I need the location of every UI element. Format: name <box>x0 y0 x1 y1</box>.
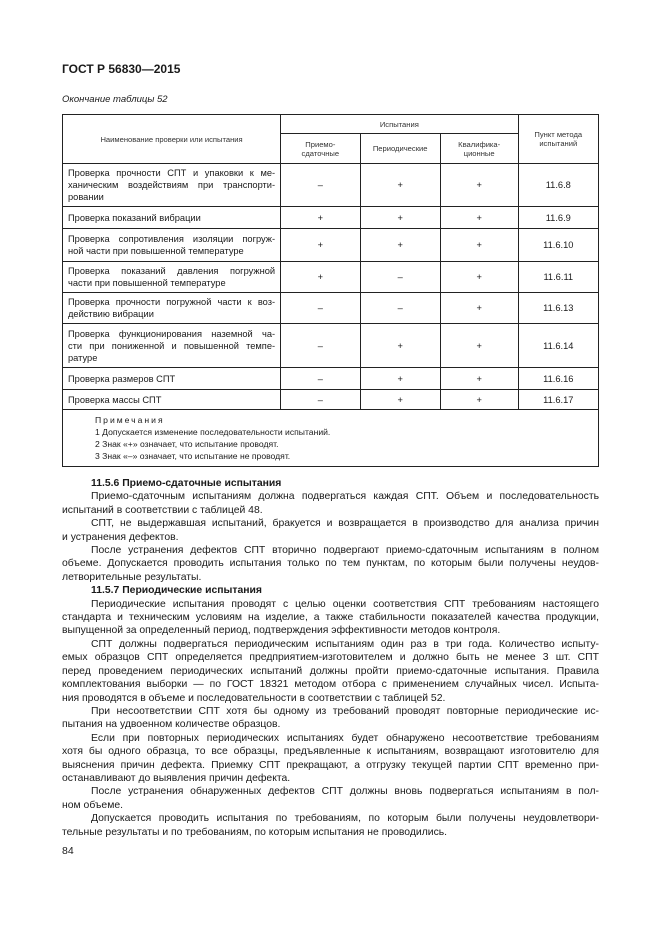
text-line: Если при повторных периодических испытаниях будет обнаружено несоответствие требованиям <box>91 732 599 744</box>
qualification-mark: + <box>440 390 518 410</box>
test-name-line: ровании <box>68 192 104 202</box>
text-line: перед проведением периодических испытаний должны пройти приемо-сдаточные испытания. Правила <box>62 665 599 677</box>
text-line: Допускается проводить испытания по требованиям, по которым были получены неудовлетвори- <box>91 813 599 825</box>
periodic-mark: + <box>360 324 440 368</box>
text-line: пытания на удвоенном количестве образцов. <box>62 719 281 731</box>
text-line: хотя бы одного образца, то все образцы, предъявленные к испытаниям, возвращают изготовителю для <box>62 746 599 758</box>
periodic-mark: – <box>360 262 440 293</box>
test-name-line: действию вибрации <box>68 309 154 319</box>
text-line: СПТ должны подвергаться периодическим испытаниям один раз в три года. Количество испыту- <box>91 638 599 650</box>
text-line: ния проводятся в объеме и последовательности в соответствии с таблицей 52. <box>62 692 446 704</box>
note: 1 Допускается изменение последовательности испытаний. <box>95 427 331 437</box>
col-header-name: Наименование проверки или испытания <box>63 115 281 164</box>
text-line: и устранения дефектов. <box>62 531 179 543</box>
paragraph <box>62 785 599 812</box>
tests-table <box>62 114 599 467</box>
periodic-mark: + <box>360 390 440 410</box>
text-line: емых образцов СПТ определяется предприятием-изготовителем и должно быть не менее 3 шт. СПТ <box>62 652 599 664</box>
text-line: останавливают до выявления причин дефекта. <box>62 772 291 784</box>
periodic-mark: + <box>360 368 440 390</box>
body-text <box>62 477 599 839</box>
text-line: объеме. Допускается проводить испытания только по тем пунктам, по которым были получены неудов- <box>62 558 599 570</box>
table-row <box>63 207 599 229</box>
text-line: выпущенной за определенный период, подтверждения эффективности методов контроля. <box>62 625 501 637</box>
paragraph <box>62 705 599 732</box>
test-name-line: Проверка показаний вибрации <box>68 212 201 223</box>
qualification-mark: + <box>440 368 518 390</box>
section-heading <box>62 584 599 597</box>
table-notes <box>63 410 599 467</box>
qualification-mark: + <box>440 324 518 368</box>
method-clause: 11.6.13 <box>518 293 598 324</box>
standard-header: ГОСТ Р 56830—2015 <box>62 62 181 76</box>
test-name-line: ной части при повышенной температуре <box>68 246 244 256</box>
acceptance-mark: – <box>281 324 360 368</box>
test-name-line: Проверка сопротивления изоляции погруж- <box>68 234 276 244</box>
text-line: тельные результаты и по требованиям, по которым испытания не проводились. <box>62 826 448 838</box>
test-name-line: ратуре <box>68 352 98 363</box>
method-clause: 11.6.17 <box>518 390 598 410</box>
method-clause: 11.6.14 <box>518 324 598 368</box>
text-line: После устранения дефектов СПТ вторично подвергают приемо-сдаточным испытаниям в полном <box>91 545 599 557</box>
table-row <box>63 324 599 368</box>
section-heading <box>62 477 599 490</box>
periodic-mark: + <box>360 164 440 207</box>
notes-title: Примечания <box>95 415 165 425</box>
test-name-line: части при повышенной температуре <box>68 278 226 288</box>
table-row <box>63 293 599 324</box>
acceptance-mark: + <box>281 262 360 293</box>
text-line: испытаний в соответствии с таблицей 48. <box>62 504 263 516</box>
qualification-mark: + <box>440 164 518 207</box>
qualification-mark: + <box>440 293 518 324</box>
test-name-line: ханическим воздействиям при транспорти- <box>68 180 276 190</box>
test-name-line: Проверка функционирования наземной ча- <box>68 328 276 339</box>
col-header-qualification: Квалифика- ционные <box>440 134 518 164</box>
table-row <box>63 229 599 262</box>
test-name-cell <box>63 164 281 207</box>
qualification-mark: + <box>440 207 518 229</box>
test-name-line: Проверка прочности СПТ и упаковки к ме- <box>68 168 276 178</box>
paragraph <box>62 490 599 517</box>
table-row <box>63 262 599 293</box>
test-name-cell <box>63 390 281 410</box>
text-line: Приемо-сдаточным испытаниям должна подвергаться каждая СПТ. Объем и последовательность <box>91 491 599 503</box>
acceptance-mark: – <box>281 368 360 390</box>
text-line: Периодические испытания проводят с целью оценки соответствия СПТ требованиям настоящего <box>91 598 599 610</box>
col-header-acceptance: Приемо- сдаточные <box>281 134 360 164</box>
test-name-line: Проверка массы СПТ <box>68 394 162 405</box>
method-clause: 11.6.8 <box>518 164 598 207</box>
note: 2 Знак «+» означает, что испытание проводят. <box>95 439 279 449</box>
acceptance-mark: + <box>281 207 360 229</box>
test-name-cell <box>63 229 281 262</box>
test-name-cell <box>63 368 281 390</box>
test-name-line: сти при пониженной и повышенной темпе- <box>68 340 276 351</box>
text-line: 11.5.7 Периодические испытания <box>91 585 262 597</box>
periodic-mark: + <box>360 229 440 262</box>
table-row <box>63 164 599 207</box>
acceptance-mark: + <box>281 229 360 262</box>
text-line: летворительные результаты. <box>62 571 202 583</box>
text-line: стандарта и техническим условиям на изделие, а также стабильности показателей качества продукции, <box>62 612 599 624</box>
acceptance-mark: – <box>281 164 360 207</box>
text-line: После устранения обнаруженных дефектов СПТ должны вновь подвергаться испытаниям в пол- <box>91 786 599 798</box>
table-row <box>63 368 599 390</box>
paragraph <box>62 638 599 705</box>
col-header-method: Пункт метода испытаний <box>518 115 598 164</box>
paragraph <box>62 517 599 544</box>
test-name-line: Проверка прочности погружной части к воз- <box>68 297 276 307</box>
paragraph <box>62 732 599 786</box>
test-name-cell <box>63 293 281 324</box>
note: 3 Знак «–» означает, что испытание не проводят. <box>95 451 291 461</box>
paragraph <box>62 812 599 839</box>
acceptance-mark: – <box>281 390 360 410</box>
method-clause: 11.6.10 <box>518 229 598 262</box>
paragraph <box>62 544 599 584</box>
table-row <box>63 390 599 410</box>
method-clause: 11.6.16 <box>518 368 598 390</box>
periodic-mark: – <box>360 293 440 324</box>
test-name-cell <box>63 207 281 229</box>
method-clause: 11.6.11 <box>518 262 598 293</box>
test-name-line: Проверка размеров СПТ <box>68 373 176 384</box>
col-header-periodic: Периодические <box>360 134 440 164</box>
paragraph <box>62 598 599 638</box>
test-name-cell <box>63 324 281 368</box>
text-line: При несоответствии СПТ хотя бы одному из требований проводят повторные периодические ис- <box>91 705 599 717</box>
table-caption: Окончание таблицы 52 <box>62 94 168 105</box>
text-line: выяснения причин дефекта. Приемку СПТ прекращают, а отгрузку текущей партии СПТ временно при- <box>62 759 599 771</box>
test-name-line: Проверка показаний давления погружной <box>68 266 276 276</box>
col-header-group: Испытания <box>281 115 518 134</box>
qualification-mark: + <box>440 229 518 262</box>
qualification-mark: + <box>440 262 518 293</box>
text-line: 11.5.6 Приемо-сдаточные испытания <box>91 478 282 489</box>
text-line: ном объеме. <box>62 799 124 811</box>
text-line: СПТ, не выдержавшая испытаний, бракуется и возвращается в производство для анализа причин <box>91 518 599 530</box>
acceptance-mark: – <box>281 293 360 324</box>
periodic-mark: + <box>360 207 440 229</box>
test-name-cell <box>63 262 281 293</box>
page-number: 84 <box>62 845 74 857</box>
method-clause: 11.6.9 <box>518 207 598 229</box>
text-line: комплектования выборки — по ГОСТ 18321 методом отбора с применением случайных чисел. Испыта- <box>62 679 599 691</box>
